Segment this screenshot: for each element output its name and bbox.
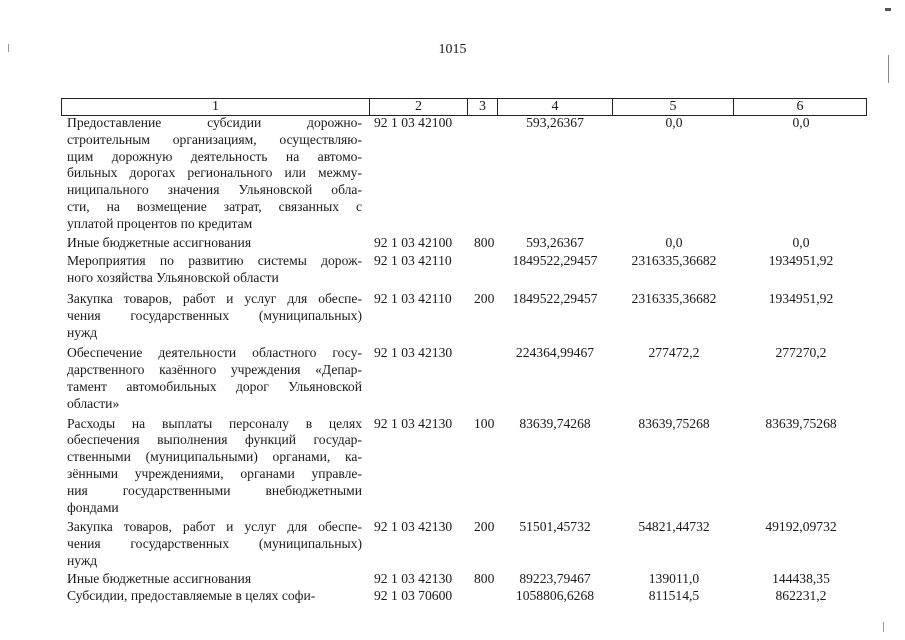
table-row (0, 519, 905, 570)
table-row (0, 588, 905, 605)
header-col-5: 5 (669, 99, 677, 114)
row-name-line: зёнными учреждениями, органами управле- (67, 465, 362, 481)
row-value-col6: 1934951,92 (768, 253, 834, 269)
row-value-col4: 593,26367 (526, 115, 584, 130)
row-name-line: дарственного казённого учреждения «Депар- (67, 362, 362, 378)
row-expense-type: 800 (474, 570, 495, 586)
row-name (67, 571, 362, 588)
row-name-line: ния государственными внебюджетными (67, 482, 362, 498)
page-number: 1015 (438, 42, 467, 57)
row-name-line: ниципального значения Ульяновской обла- (67, 182, 362, 198)
row-value-col6: 83639,75268 (765, 415, 837, 431)
row-value-col6: 0,0 (792, 115, 810, 130)
table-row (0, 345, 905, 415)
row-expense-type: 200 (474, 519, 495, 535)
row-value-col5: 83639,75268 (638, 415, 710, 431)
row-name (67, 115, 362, 233)
row-name-line: Иные бюджетные ассигнования (67, 234, 252, 250)
table-row (0, 416, 905, 520)
scan-mark (885, 8, 891, 11)
row-name-line: Обеспечение деятельности областного госу- (67, 345, 362, 361)
row-expense-type: 100 (474, 415, 495, 431)
row-value-col4: 1849522,29457 (512, 290, 598, 306)
row-name (67, 588, 362, 605)
row-code: 92 1 03 42130 (374, 519, 453, 535)
row-name-line: уплатой процентов по кредитам (67, 215, 253, 231)
row-name (67, 345, 362, 412)
header-col-6: 6 (796, 99, 804, 114)
table-row (0, 571, 905, 588)
table-row (0, 235, 905, 254)
row-code: 92 1 03 42130 (374, 570, 453, 586)
row-value-col5: 2316335,36682 (631, 253, 717, 269)
row-name-line: чения государственных (муниципальных) (67, 307, 362, 323)
row-name-line: строительным организациям, осуществляю- (67, 131, 362, 147)
row-code: 92 1 03 42130 (374, 345, 453, 361)
row-value-col4: 83639,74268 (519, 415, 591, 431)
row-name-line: Предоставление субсидии дорожно- (67, 115, 362, 130)
row-code: 92 1 03 42100 (374, 234, 453, 250)
header-col-2: 2 (415, 99, 422, 114)
row-value-col4: 51501,45732 (519, 519, 591, 535)
row-value-col4: 89223,79467 (519, 570, 591, 586)
row-name-line: ного хозяйства Ульяновской области (67, 270, 279, 286)
table-row (0, 291, 905, 345)
row-name-line: чения государственных (муниципальных) (67, 536, 362, 552)
row-name (67, 235, 362, 252)
row-expense-type: 800 (474, 234, 495, 250)
row-name (67, 291, 362, 341)
row-value-col6: 49192,09732 (765, 519, 837, 535)
row-value-col5: 277472,2 (648, 345, 700, 361)
row-name-line: фондами (67, 499, 119, 515)
scan-mark (888, 55, 889, 83)
row-value-col4: 593,26367 (526, 234, 584, 250)
row-value-col5: 139011,0 (648, 570, 700, 586)
table-header (61, 98, 867, 116)
row-expense-type: 200 (474, 290, 495, 306)
row-value-col4: 1849522,29457 (512, 253, 598, 269)
row-name-line: нужд (67, 324, 98, 340)
row-value-col6: 1934951,92 (768, 290, 834, 306)
row-name-line: Иные бюджетные ассигнования (67, 570, 252, 586)
row-name-line: Субсидии, предоставляемые в целях софи- (67, 587, 316, 603)
scan-mark (883, 622, 884, 632)
row-name (67, 519, 362, 569)
row-name-line: Мероприятия по развитию системы дорож- (67, 253, 362, 269)
table-row (0, 115, 905, 235)
row-name-line: ственными (муниципальными) органами, ка- (67, 449, 362, 465)
row-name-line: щим дорожную деятельность на автомо- (67, 148, 362, 164)
row-name-line: Закупка товаров, работ и услуг для обеспе- (67, 290, 362, 306)
table-body (0, 115, 905, 604)
row-name-line: нужд (67, 552, 98, 568)
row-name-line: сти, на возмещение затрат, связанных с (67, 198, 362, 214)
row-value-col5: 811514,5 (648, 587, 700, 603)
row-name-line: Закупка товаров, работ и услуг для обеспе- (67, 519, 362, 535)
row-value-col5: 0,0 (665, 115, 683, 130)
row-value-col5: 2316335,36682 (631, 290, 717, 306)
row-code: 92 1 03 42110 (374, 253, 452, 269)
row-name-line: области» (67, 395, 120, 411)
row-code: 92 1 03 42100 (374, 115, 453, 130)
row-value-col5: 0,0 (665, 234, 683, 250)
row-value-col4: 1058806,6268 (515, 587, 595, 603)
row-code: 92 1 03 42130 (374, 415, 453, 431)
row-name-line: бильных дорогах регионального или межму- (67, 165, 362, 181)
table-row (0, 253, 905, 291)
row-name-line: обеспечения выполнения функций государ- (67, 432, 362, 448)
row-value-col6: 277270,2 (775, 345, 827, 361)
row-name-line: Расходы на выплаты персоналу в целях (67, 415, 362, 431)
row-name (67, 416, 362, 517)
row-value-col6: 862231,2 (775, 587, 827, 603)
row-value-col5: 54821,44732 (638, 519, 710, 535)
row-code: 92 1 03 42110 (374, 290, 452, 306)
row-value-col4: 224364,99467 (515, 345, 595, 361)
row-name-line: тамент автомобильных дорог Ульяновской (67, 378, 362, 394)
header-col-4: 4 (551, 99, 559, 114)
row-value-col6: 144438,35 (772, 570, 830, 586)
row-value-col6: 0,0 (792, 234, 810, 250)
row-name (67, 253, 362, 287)
header-col-3: 3 (479, 99, 486, 114)
header-col-1: 1 (212, 99, 219, 114)
row-code: 92 1 03 70600 (374, 587, 453, 603)
